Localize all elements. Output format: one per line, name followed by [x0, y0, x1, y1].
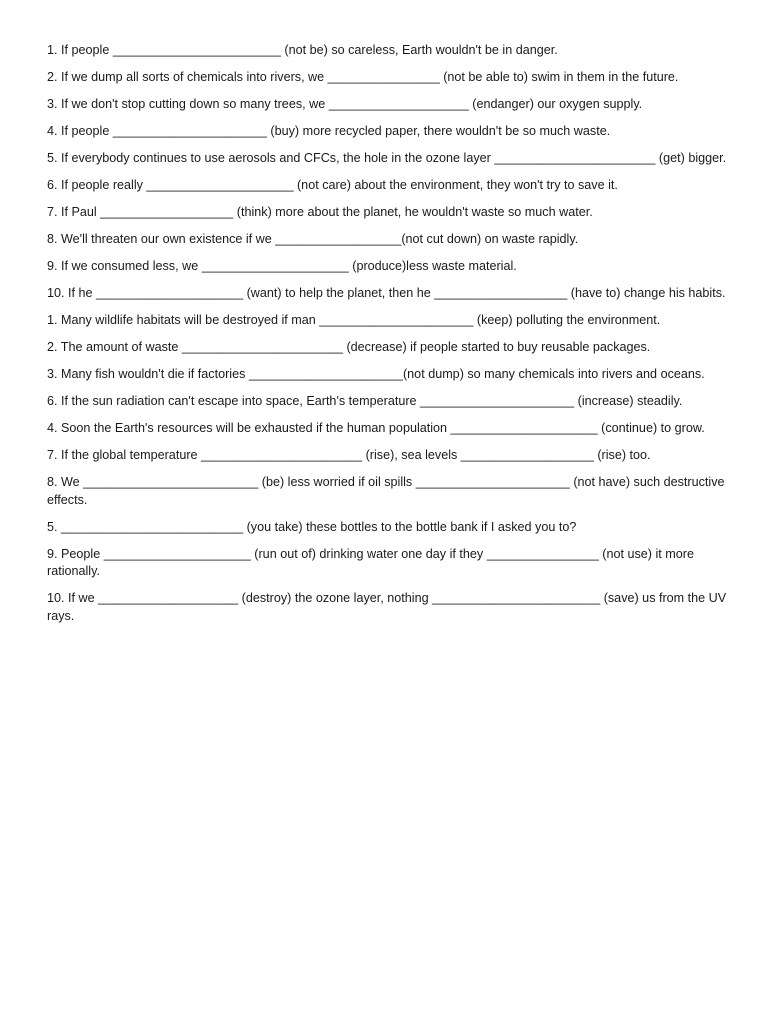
exercise-sentence: 2. The amount of waste _______________________ (decrease) if people started to buy reusable packages. — [47, 340, 651, 354]
exercise-sentence: 6. If people really _____________________ (not care) about the environment, they won't try to save it. — [47, 178, 618, 192]
exercise-sentence: 8. We _________________________ (be) less worried if oil spills ______________________ (not have) such destructive effects. — [47, 475, 725, 507]
exercise-list — [47, 42, 727, 635]
exercise-sentence: 2. If we dump all sorts of chemicals into rivers, we ________________ (not be able to) swim in them in the future. — [47, 70, 679, 84]
exercise-sentence: 1. Many wildlife habitats will be destroyed if man ______________________ (keep) polluting the environment. — [47, 313, 661, 327]
exercise-sentence: 3. Many fish wouldn't die if factories ______________________(not dump) so many chemicals into rivers and oceans. — [47, 367, 705, 381]
exercise-sentence: 5. __________________________ (you take) these bottles to the bottle bank if I asked you to? — [47, 519, 577, 534]
exercise-sentence: 6. If the sun radiation can't escape into space, Earth's temperature ______________________ (increase) steadily. — [47, 394, 683, 408]
exercise-sentence: 4. If people ______________________ (buy) more recycled paper, there wouldn't be so much waste. — [47, 124, 611, 138]
exercise-sentence: 10. If we ____________________ (destroy) the ozone layer, nothing ________________________ (save) us from the UV rays. — [47, 591, 727, 623]
exercise-sentence: 4. Soon the Earth's resources will be exhausted if the human population _____________________ (continue) to grow. — [47, 421, 705, 435]
exercise-sentence: 8. We'll threaten our own existence if we __________________(not cut down) on waste rapidly. — [47, 232, 579, 246]
exercise-sentence: 3. If we don't stop cutting down so many trees, we ____________________ (endanger) our oxygen supply. — [47, 97, 643, 111]
exercise-sentence: 10. If he _____________________ (want) to help the planet, then he ___________________ (have to) change his habits. — [47, 286, 726, 300]
exercise-sentence: 9. People _____________________ (run out of) drinking water one day if they ________________ (not use) it more rationally. — [47, 546, 694, 578]
exercise-sentence: 1. If people ________________________ (not be) so careless, Earth wouldn't be in danger. — [47, 43, 558, 57]
exercise-sentence: 5. If everybody continues to use aerosols and CFCs, the hole in the ozone layer _______________________ (get) bigger. — [47, 151, 727, 165]
exercise-sentence: 7. If the global temperature _______________________ (rise), sea levels ___________________ (rise) too. — [47, 448, 651, 462]
exercise-sentence: 9. If we consumed less, we _____________________ (produce)less waste material. — [47, 259, 517, 273]
exercise-sentence: 7. If Paul ___________________ (think) more about the planet, he wouldn't waste so much water. — [47, 205, 593, 219]
